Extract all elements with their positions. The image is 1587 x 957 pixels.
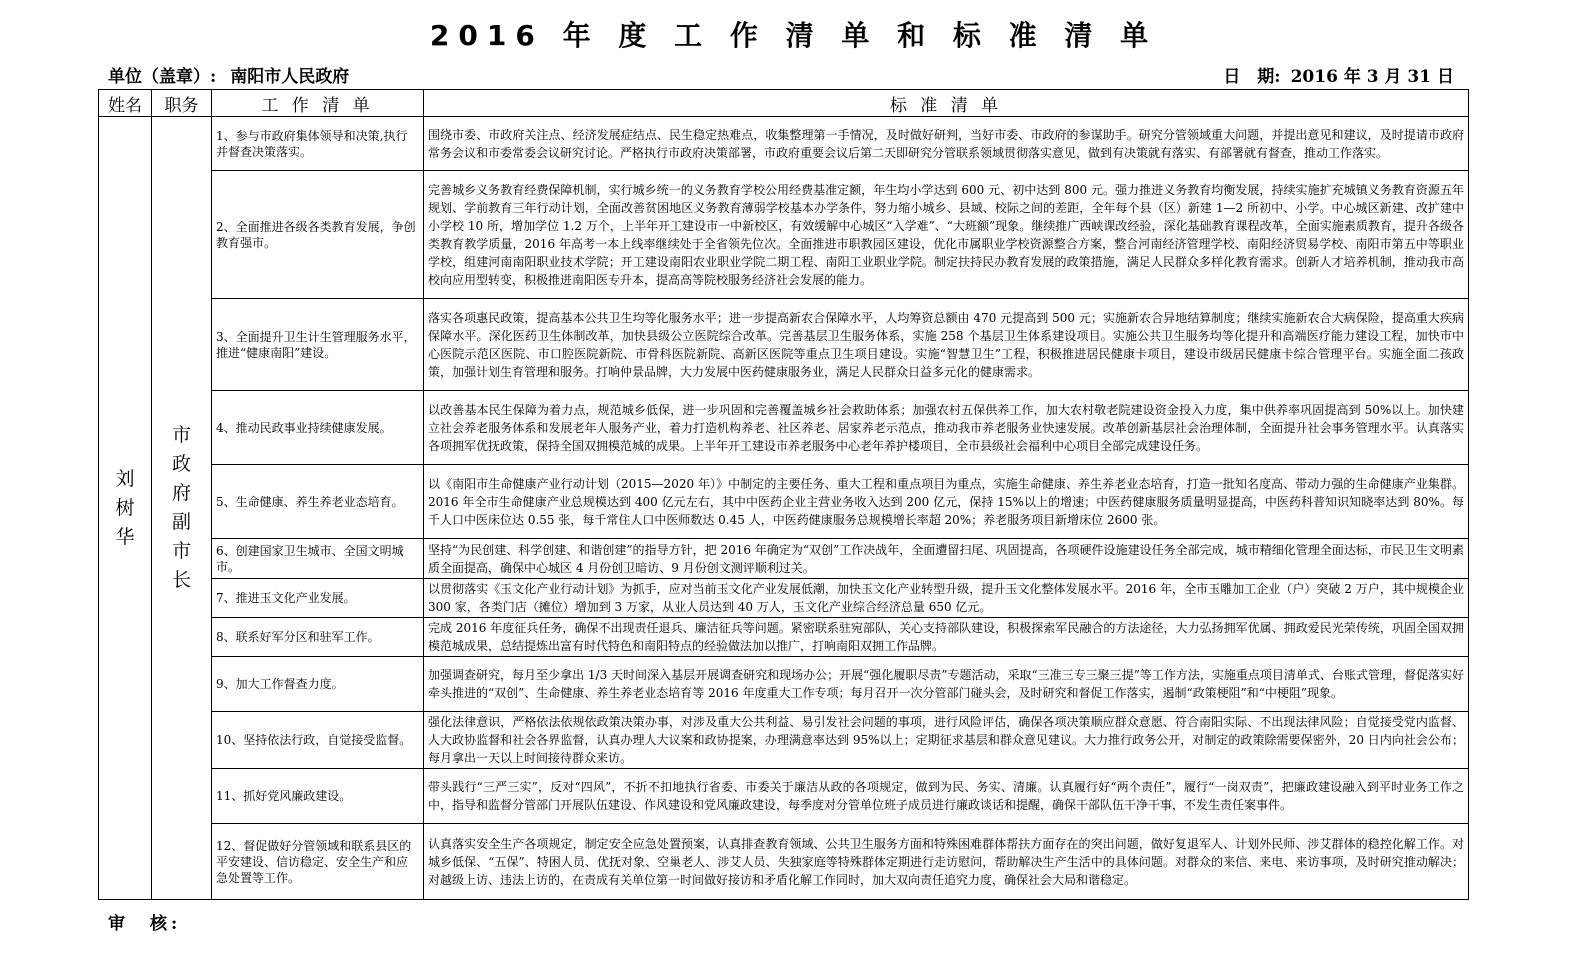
work-standard-table <box>98 89 1469 900</box>
table-row <box>99 824 1469 900</box>
standard-item: 落实各项惠民政策，提高基本公共卫生均等化服务水平；进一步提高新农合保障水平，人均筹资总额由 470 元提高到 500 元；实施新农合异地结算制度；继续实施新农合大病保险，提高重大疾病保障水平。深化医药卫生体制改革，加快县级公立医院综合改革。完善基层卫生服务体系，实施 258 个基层卫生体系建设项目。实施公共卫生服务均等化提升和高端医疗能力建设工程，加快市中心医院示范区医院、市口腔医院新院、市骨科医院新院、高新区医院等重点卫生项目建设。实施“智慧卫生”工程，积极推进居民健康卡项目，建设市级居民健康卡综合管理平台。实施全面二孩政策，加强计划生育管理和服务。打响仲景品牌，大力发展中医药健康服务业，满足人民群众日益多元化的健康需求。 <box>424 299 1469 391</box>
table-row <box>99 769 1469 824</box>
date-label: 日 期: <box>1223 67 1281 87</box>
header-post: 职务 <box>152 90 212 117</box>
work-item: 6、创建国家卫生城市、全国文明城市。 <box>212 539 424 579</box>
table-row <box>99 618 1469 657</box>
date-value: 2016 年 3 月 31 日 <box>1290 67 1454 87</box>
work-item: 7、推进玉文化产业发展。 <box>212 579 424 618</box>
person-post: 市政府副市长 <box>171 424 191 591</box>
table-row <box>99 712 1469 769</box>
standard-item: 强化法律意识，严格依法依规依政策决策办事，对涉及重大公共利益、易引发社会问题的事项，进行风险评估，确保各项决策顺应群众意愿、符合南阳实际、不出现法律风险；自觉接受党内监督、人大政协监督和社会各界监督，认真办理人大议案和政协提案，办理满意率达到 95%以上；定期征求基层和群众意见建议。大力推行政务公开，对制定的政策除需要保密外，20 日内向社会公布；每月拿出一天以上时间接待群众来访。 <box>424 712 1469 769</box>
standard-item: 以改善基本民生保障为着力点，规范城乡低保，进一步巩固和完善覆盖城乡社会救助体系；加强农村五保供养工作，加大农村敬老院建设资金投入力度，集中供养率巩固提高到 50%以上。加快建立社会养老服务体系和发展老年人服务产业，着力打造机构养老、社区养老、居家养老示范点，推动我市养老服务业快速发展。改革创新基层社会治理体制，全面提升社会事务管理水平。认真落实各项拥军优抚政策，保持全国双拥模范城的成果。上半年开工建设市养老服务中心老年养护楼项目，全市县级社会福利中心项目全部完成建设任务。 <box>424 391 1469 465</box>
person-name: 刘树华 <box>115 467 135 548</box>
header-standard: 标 准 清 单 <box>424 90 1469 117</box>
table-row <box>99 299 1469 391</box>
work-item: 5、生命健康、养生养老业态培育。 <box>212 465 424 539</box>
standard-item: 围绕市委、市政府关注点、经济发展症结点、民生稳定热难点，收集整理第一手情况，及时做好研判，当好市委、市政府的参谋助手。研究分管领域重大问题，并提出意见和建议，及时提请市政府常务会议和市委常委会议研究讨论。严格执行市政府决策部署，市政府重要会议后第二天即研究分管联系领域贯彻落实意见，做到有决策就有落实、有部署就有督查，推动工作落实。 <box>424 117 1469 171</box>
table-row <box>99 391 1469 465</box>
unit-line <box>108 62 349 87</box>
date-line <box>1223 62 1454 87</box>
person-name-cell <box>99 117 152 900</box>
work-item: 1、参与市政府集体领导和决策,执行并督查决策落实。 <box>212 117 424 171</box>
unit-value: 南阳市人民政府 <box>230 67 350 87</box>
standard-item: 加强调查研究，每月至少拿出 1/3 天时间深入基层开展调查研究和现场办公；开展“强化履职尽责”专题活动，采取“三准三专三聚三提”等工作方法，实施重点项目清单式、台账式管理，督促落实好牵头推进的“双创”、生命健康、养生养老业态培育等 2016 年度重大工作专项；每月召开一次分管部门碰头会，及时研究和督促工作落实，遏制“政策梗阻”和“中梗阻”现象。 <box>424 657 1469 712</box>
work-item: 12、督促做好分管领域和联系县区的平安建设、信访稳定、安全生产和应急处置等工作。 <box>212 824 424 900</box>
work-item: 10、坚持依法行政，自觉接受监督。 <box>212 712 424 769</box>
header-name: 姓名 <box>99 90 152 117</box>
standard-item: 带头践行“三严三实”，反对“四风”，不折不扣地执行省委、市委关于廉洁从政的各项规定，做到为民、务实、清廉。认真履行好“两个责任”，履行“一岗双责”，把廉政建设融入到平时业务工作之中，指导和监督分管部门开展队伍建设、作风建设和党风廉政建设，每季度对分管单位班子成员进行廉政谈话和提醒，确保干部队伍干净干事，不发生责任案事件。 <box>424 769 1469 824</box>
work-item: 2、全面推进各级各类教育发展，争创教育强市。 <box>212 171 424 299</box>
person-post-cell <box>152 117 212 900</box>
standard-item: 认真落实安全生产各项规定，制定安全应急处置预案，认真排查教育领域、公共卫生服务方面和特殊困难群体帮扶方面存在的突出问题，做好复退军人、计划外民师、涉艾群体的稳控化解工作。对城乡低保、“五保”、特困人员、优抚对象、空巢老人、涉艾人员、失独家庭等特殊群体定期进行走访慰问，帮助解决生产生活中的具体问题。对群众的来信、来电、来访事项，及时研究推动解决；对越级上访、违法上访的，在责成有关单位第一时间做好接访和矛盾化解工作同时，加大双向责任追究力度，确保社会大局和谐稳定。 <box>424 824 1469 900</box>
standard-item: 坚持“为民创建、科学创建、和谐创建”的指导方针，把 2016 年确定为“双创”工作决战年，全面遭留扫尾、巩固提高，各项硬件设施建设任务全部完成，城市精细化管理全面达标，市民卫生文明素质全面提高，确保中心城区 4 月份创卫暗访、9 月份创文测评顺利过关。 <box>424 539 1469 579</box>
standard-item: 以贯彻落实《玉文化产业行动计划》为抓手，应对当前玉文化产业发展低潮，加快玉文化产业转型升级，提升玉文化整体发展水平。2016 年，全市玉雕加工企业（户）突破 2 万户，其中规模企业 300 家，各类门店（摊位）增加到 3 万家，从业人员达到 40 万人，玉文化产业综合经济总量 650 亿元。 <box>424 579 1469 618</box>
document-title: 2016 年 度 工 作 清 单 和 标 准 清 单 <box>429 19 1158 52</box>
work-item: 11、抓好党风廉政建设。 <box>212 769 424 824</box>
table-row <box>99 657 1469 712</box>
review-label: 审 核: <box>108 914 182 934</box>
table-row <box>99 117 1469 171</box>
table-header-row <box>99 90 1469 117</box>
work-item: 3、全面提升卫生计生管理服务水平，推进“健康南阳”建设。 <box>212 299 424 391</box>
table-row <box>99 171 1469 299</box>
standard-item: 完成 2016 年度征兵任务，确保不出现责任退兵、廉洁征兵等问题。紧密联系驻宛部队，关心支持部队建设，积极探索军民融合的方法途径，大力弘扬拥军优属、拥政爱民光荣传统，巩固全国双拥模范城成果，总结提炼出富有时代特色和南阳特点的经验做法加以推广，打响南阳双拥工作品牌。 <box>424 618 1469 657</box>
work-item: 8、联系好军分区和驻军工作。 <box>212 618 424 657</box>
work-item: 9、加大工作督查力度。 <box>212 657 424 712</box>
table-row <box>99 465 1469 539</box>
work-item: 4、推动民政事业持续健康发展。 <box>212 391 424 465</box>
table-row <box>99 579 1469 618</box>
standard-item: 以《南阳市生命健康产业行动计划（2015—2020 年）》中制定的主要任务、重大工程和重点项目为重点，实施生命健康、养生养老业态培育，打造一批知名度高、带动力强的生命健康产业集群。2016 年全市生命健康产业总规模达到 400 亿元左右，其中中医药企业主营业务收入达到 200 亿元，保持 15%以上的增速；中医药健康服务质量明显提高，中医药科普知识知晓率达到 80%。每千人口中医床位达 0.55 张，每千常住人口中医师数达 0.45 人，中医药健康服务总规模增长率超 20%；养老服务项目新增床位 2600 张。 <box>424 465 1469 539</box>
table-row <box>99 539 1469 579</box>
header-work: 工 作 清 单 <box>212 90 424 117</box>
standard-item: 完善城乡义务教育经费保障机制，实行城乡统一的义务教育学校公用经费基准定额，年生均小学达到 600 元、初中达到 800 元。强力推进义务教育均衡发展，持续实施扩充城镇义务教育资源五年规划、学前教育三年行动计划，全面改善贫困地区义务教育薄弱学校基本办学条件，努力缩小城乡、县域、校际之间的差距，全年每个县（区）新建 1—2 所初中、小学。中心城区新建、改扩建中小学校 10 所，增加学位 1.2 万个，上半年开工建设市一中新校区，有效缓解中心城区“入学难”、“大班额”现象。继续推广西峡课改经验，深化基础教育课程改革，全面实施素质教育，提升各级各类教育教学质量，2016 年高考一本上线率继续处于全省领先位次。全面推进市职教园区建设，优化市属职业学校资源整合方案，整合河南经济管理学校、南阳经济贸易学校、南阳市第五中等职业学校，组建河南南阳职业技术学院；开工建设南阳农业职业学院二期工程、南阳工业职业学院。制定扶持民办教育发展的政策措施，满足人民群众多样化教育需求。创新人才培养机制，推动我市高校向应用型转变，积极推进南阳医专升本，提高高等院校服务经济社会发展的能力。 <box>424 171 1469 299</box>
unit-label: 单位（盖章）: <box>108 67 217 87</box>
